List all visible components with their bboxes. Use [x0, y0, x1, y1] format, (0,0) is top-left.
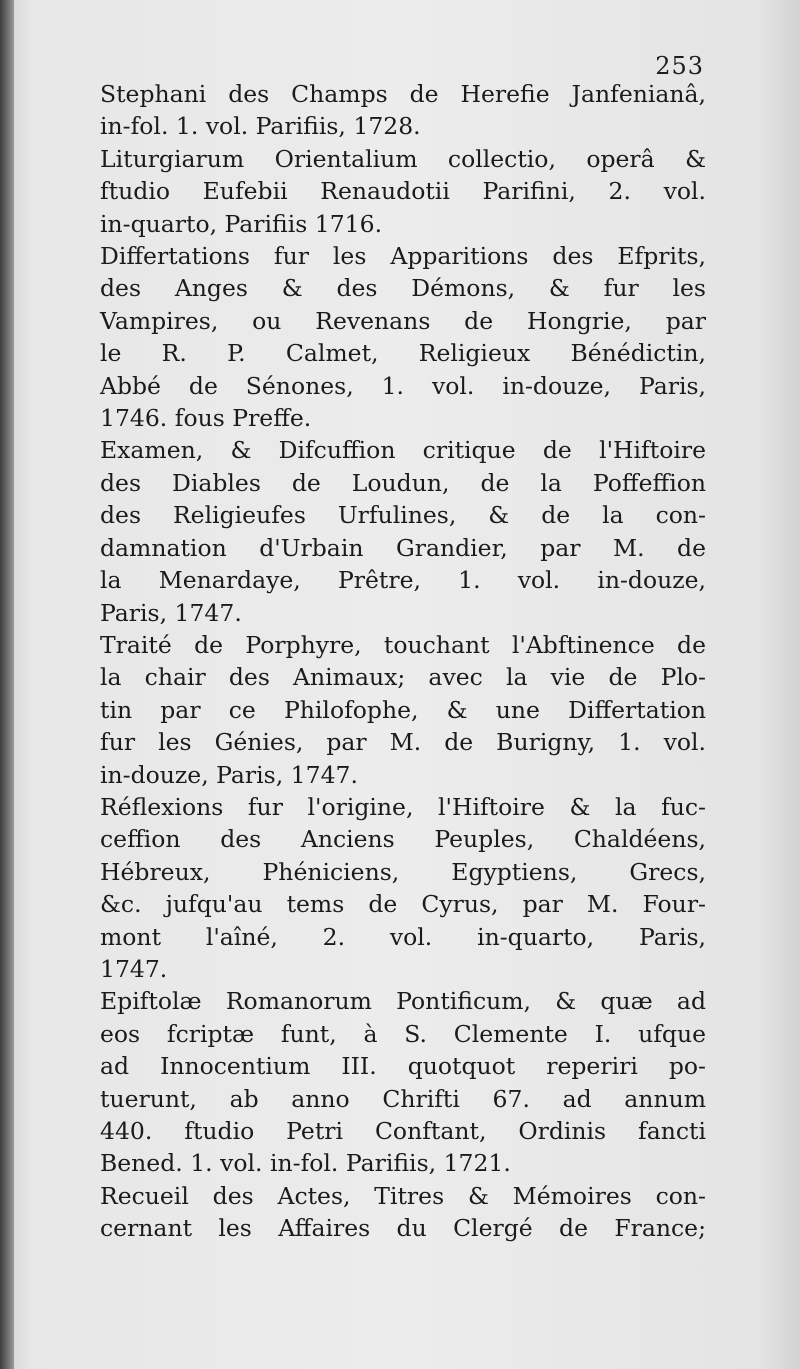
entry-line: 1746. fous Preffe.: [100, 404, 312, 433]
entry-line: ad Innocentium III. quotquot reperiri po-: [100, 1052, 706, 1081]
catalogue-entry: [100, 985, 706, 1179]
entry-line: la chair des Animaux; avec la vie de Plo-: [100, 663, 706, 692]
entry-line: des Anges & des Démons, & fur les: [100, 274, 706, 303]
catalogue-entry: [100, 143, 706, 240]
entry-line: Paris, 1747.: [100, 598, 242, 627]
entry-line: la Menardaye, Prêtre, 1. vol. in-douze,: [100, 566, 706, 595]
catalogue-entry: [100, 240, 706, 434]
entry-line: tuerunt, ab anno Chrifti 67. ad annum: [100, 1084, 706, 1113]
entry-line: fur les Génies, par M. de Burigny, 1. vol.: [100, 728, 706, 757]
entry-line: damnation d'Urbain Grandier, par M. de: [100, 533, 706, 562]
entry-line: in-quarto, Parifiis 1716.: [100, 209, 383, 238]
entry-line: Hébreux, Phéniciens, Egyptiens, Grecs,: [100, 857, 706, 886]
entry-line: tin par ce Philofophe, & une Differtation: [100, 695, 706, 724]
entry-line: eos fcriptæ funt, à S. Clemente I. ufque: [100, 1019, 706, 1048]
entry-line: le R. P. Calmet, Religieux Bénédictin,: [100, 339, 706, 368]
catalogue-entry: [100, 629, 706, 791]
entry-line: ceffion des Anciens Peuples, Chaldéens,: [100, 825, 706, 854]
entry-line: des Religieufes Urfulines, & de la con-: [100, 501, 706, 530]
entry-line: 1747.: [100, 954, 168, 983]
entry-line: Liturgiarum Orientalium collectio, operâ &: [100, 144, 706, 173]
page-gutter: [0, 0, 14, 1369]
entry-line: Abbé de Sénones, 1. vol. in-douze, Paris,: [100, 371, 706, 400]
catalogue-entry: [100, 1180, 706, 1245]
entry-line: in-fol. 1. vol. Parifiis, 1728.: [100, 112, 421, 141]
catalogue-entry: [100, 78, 706, 143]
entry-line: Differtations fur les Apparitions des Efprits,: [100, 242, 706, 271]
entry-line: 440. ftudio Petri Conftant, Ordinis fancti: [100, 1117, 706, 1145]
entry-line: cernant les Affaires du Clergé de France;: [100, 1214, 706, 1243]
entry-line: &c. jufqu'au tems de Cyrus, par M. Four-: [100, 890, 706, 919]
entry-line: ftudio Eufebii Renaudotii Parifini, 2. vol.: [100, 177, 706, 206]
catalogue-entry: [100, 434, 706, 628]
entry-line: Examen, & Difcuffion critique de l'Hiftoire: [100, 436, 706, 465]
entry-line: Epiftolæ Romanorum Pontificum, & quæ ad: [100, 987, 706, 1016]
catalogue-entry: [100, 791, 706, 985]
entry-line: in-douze, Paris, 1747.: [100, 760, 358, 789]
entry-line: Recueil des Actes, Titres & Mémoires con-: [100, 1181, 706, 1210]
entry-line: Bened. 1. vol. in-fol. Parifiis, 1721.: [100, 1149, 511, 1178]
entry-line: Réflexions fur l'origine, l'Hiftoire & la fuc-: [100, 792, 706, 821]
entry-line: Vampires, ou Revenans de Hongrie, par: [100, 306, 706, 335]
page-number: 253: [655, 52, 704, 80]
entry-line: des Diables de Loudun, de la Poffeffion: [100, 468, 706, 497]
entry-line: Stephani des Champs de Herefie Janfenianâ,: [100, 80, 706, 108]
entry-line: mont l'aîné, 2. vol. in-quarto, Paris,: [100, 922, 706, 951]
catalogue-list: [100, 78, 706, 1245]
entry-line: Traité de Porphyre, touchant l'Abftinence de: [100, 630, 706, 659]
